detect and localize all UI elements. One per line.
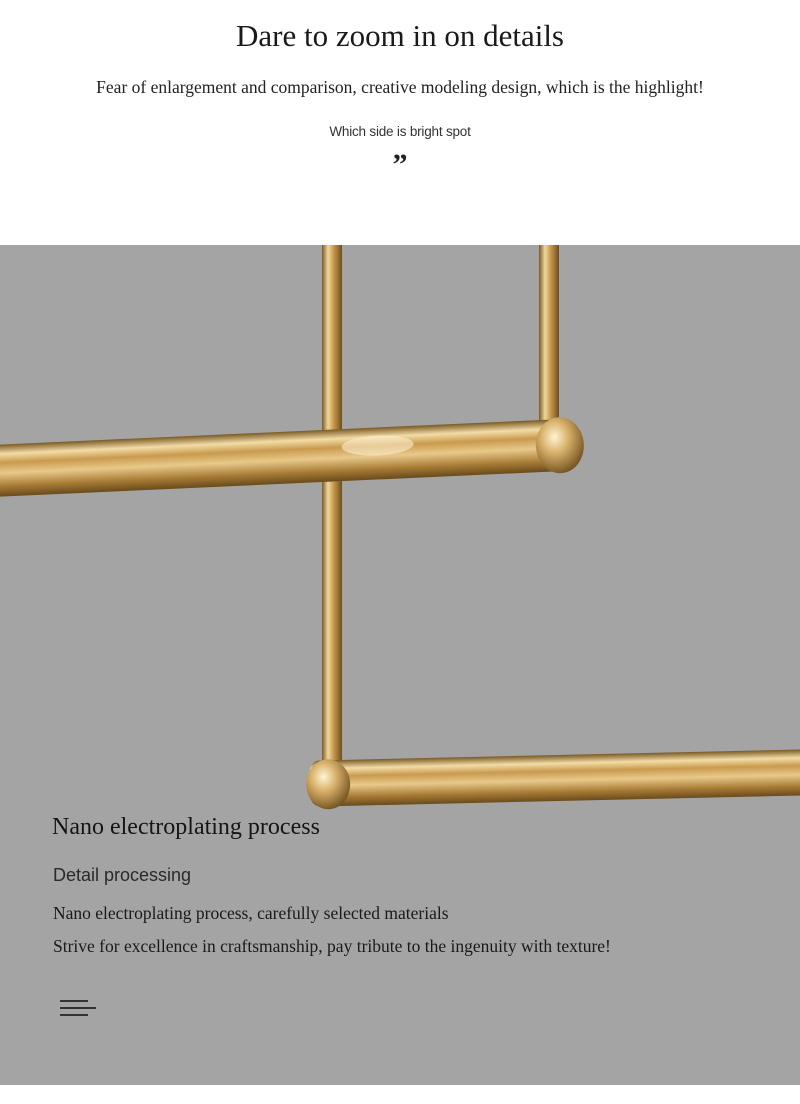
description-line: Strive for excellence in craftsmanship, pay tribute to the ingenuity with texture! — [53, 936, 611, 956]
page-title: Dare to zoom in on details — [236, 18, 564, 53]
lamp-detail-photo — [0, 245, 800, 1085]
tagline: Which side is bright spot — [329, 124, 471, 139]
menu-lines-icon[interactable] — [60, 1000, 96, 1020]
page-subtitle: Fear of enlargement and comparison, creative modeling design, which is the highlight! — [96, 77, 704, 97]
quote-mark-icon: ” — [392, 148, 408, 181]
section-heading: Nano electroplating process — [52, 814, 320, 840]
vertical-rod-left — [322, 245, 342, 775]
upper-horizontal-rod — [0, 416, 585, 499]
header-section — [0, 0, 800, 245]
section-subheading: Detail processing — [53, 865, 192, 885]
vertical-rod-right — [539, 245, 559, 435]
lower-horizontal-rod — [306, 748, 800, 810]
bottom-margin — [0, 1085, 800, 1104]
lamp-detail-illustration — [0, 245, 800, 1085]
description-line: Nano electroplating process, carefully selected materials — [53, 903, 449, 923]
